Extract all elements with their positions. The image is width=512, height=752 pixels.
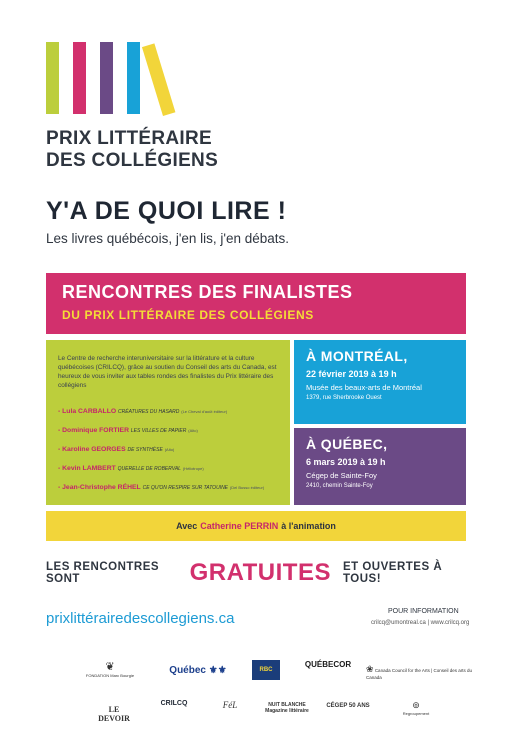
subheadline: Les livres québécois, j'en lis, j'en débats.	[46, 231, 290, 246]
finalists-banner	[46, 273, 466, 334]
logo-bar-pink	[73, 42, 86, 114]
animation-host: Catherine PERRIN	[200, 521, 279, 531]
animation-suffix: à l'animation	[281, 521, 336, 531]
event-montreal	[294, 340, 466, 424]
finalist-name: - Jean-Christophe RÉHEL	[58, 484, 141, 491]
feather-icon: ❦	[105, 661, 115, 673]
logo-title-line2: DES COLLÉGIENS	[46, 150, 219, 171]
sponsor-ledevoir-logo: LE DEVOIR	[98, 705, 130, 723]
logo-bar-green	[46, 42, 59, 114]
intro-panel	[46, 340, 290, 505]
conseil-icon: ❀	[366, 664, 374, 674]
free-left: LES RENCONTRES SONT	[46, 561, 160, 585]
finalist-publisher: (Alto)	[164, 447, 175, 452]
event-city: À QUÉBEC,	[306, 436, 388, 452]
sponsor-quebecor-logo: QUÉBECOR	[304, 660, 352, 669]
logo-bar-purple	[100, 42, 113, 114]
finalist-name: - Kevin LAMBERT	[58, 465, 116, 472]
banner-subtitle: DU PRIX LITTÉRAIRE DES COLLÉGIENS	[62, 308, 314, 322]
event-date: 22 février 2019 à 19 h	[306, 369, 397, 379]
free-highlight: GRATUITES	[189, 559, 331, 586]
finalist-book: LES VILLES DE PAPIER	[130, 428, 187, 434]
banner-title: RENCONTRES DES FINALISTES	[62, 282, 353, 302]
sponsor-fel-logo: FéL	[222, 700, 238, 710]
list-item	[58, 446, 286, 454]
event-quebec	[294, 428, 466, 505]
animation-banner	[46, 511, 466, 541]
sponsor-cegep-logo: CÉGEP 50 ANS	[326, 703, 370, 709]
finalists-list	[58, 408, 286, 503]
finalist-publisher: (Alto)	[188, 428, 198, 433]
animation-prefix: Avec	[176, 521, 198, 531]
logo-title	[46, 128, 218, 172]
sponsor-crilcq-logo: CRILCQ	[160, 700, 188, 707]
finalist-name: - Karoline GEORGES	[58, 446, 126, 453]
list-item	[58, 484, 286, 492]
event-venue: Musée des beaux-arts de Montréal	[306, 383, 422, 392]
headline: Y'A DE QUOI LIRE !	[46, 197, 287, 225]
website-link[interactable]: prixlittérairedescollegiens.ca	[46, 610, 235, 627]
event-date: 6 mars 2019 à 19 h	[306, 457, 386, 467]
sponsor-fondation-logo: ❦ FONDATION Marc Bourgie	[85, 661, 135, 678]
fleur-de-lys-icon: ⚜⚜	[208, 665, 227, 676]
logo-bar-blue	[127, 42, 140, 114]
sponsor-conseil-logo: ❀ Canada Council for the Arts | Conseil des arts du Canada	[366, 664, 473, 680]
finalist-book: QUERELLE DE ROBERVAL	[117, 466, 181, 472]
sponsor-regroupement-logo: ⊚ Regroupement	[386, 700, 446, 716]
event-address: 2410, chemin Sainte-Foy	[306, 483, 373, 489]
finalist-book: DE SYNTHÈSE	[127, 447, 163, 453]
sponsor-rbc-logo: RBC	[252, 660, 280, 680]
free-admission	[46, 556, 466, 590]
logo-title-line1: PRIX LITTÉRAIRE	[46, 128, 213, 149]
event-address: 1379, rue Sherbrooke Ouest	[306, 395, 382, 401]
finalist-publisher: (Héliotrope)	[182, 466, 204, 471]
finalist-book: CRÉATURES DU HASARD	[118, 409, 180, 415]
regroupement-icon: ⊚	[412, 700, 420, 710]
intro-text: Le Centre de recherche interuniversitaire sur la littérature et la culture québécoises (CRILCQ), grâce au soutien du Conseil des arts du Canada, est heureux de vous inviter aux tables rondes des finalistes du Prix littéraire des collégiens	[58, 355, 277, 389]
sponsor-nuitblanche-logo: NUIT BLANCHE Magazine littéraire	[265, 702, 309, 714]
event-city: À MONTRÉAL,	[306, 348, 408, 364]
event-venue: Cégep de Sainte-Foy	[306, 471, 377, 480]
finalist-publisher: (Del Busso éditeur)	[229, 485, 265, 490]
info-label: POUR INFORMATION	[388, 608, 459, 615]
info-contact: crilcq@umontreal.ca | www.crilcq.org	[371, 620, 470, 626]
list-item	[58, 408, 286, 416]
logo-bar-yellow	[142, 43, 175, 116]
finalist-book: CE QU'ON RESPIRE SUR TATOUINE	[142, 485, 229, 491]
free-right: ET OUVERTES À TOUS!	[342, 561, 443, 585]
finalist-name: - Dominique FORTIER	[58, 427, 129, 434]
finalist-name: - Lula CARBALLO	[58, 408, 117, 415]
list-item	[58, 427, 286, 435]
list-item	[58, 465, 286, 473]
sponsor-quebec-logo: Québec ⚜⚜	[169, 665, 227, 676]
finalist-publisher: (Le Cheval d'août éditeur)	[181, 409, 228, 414]
